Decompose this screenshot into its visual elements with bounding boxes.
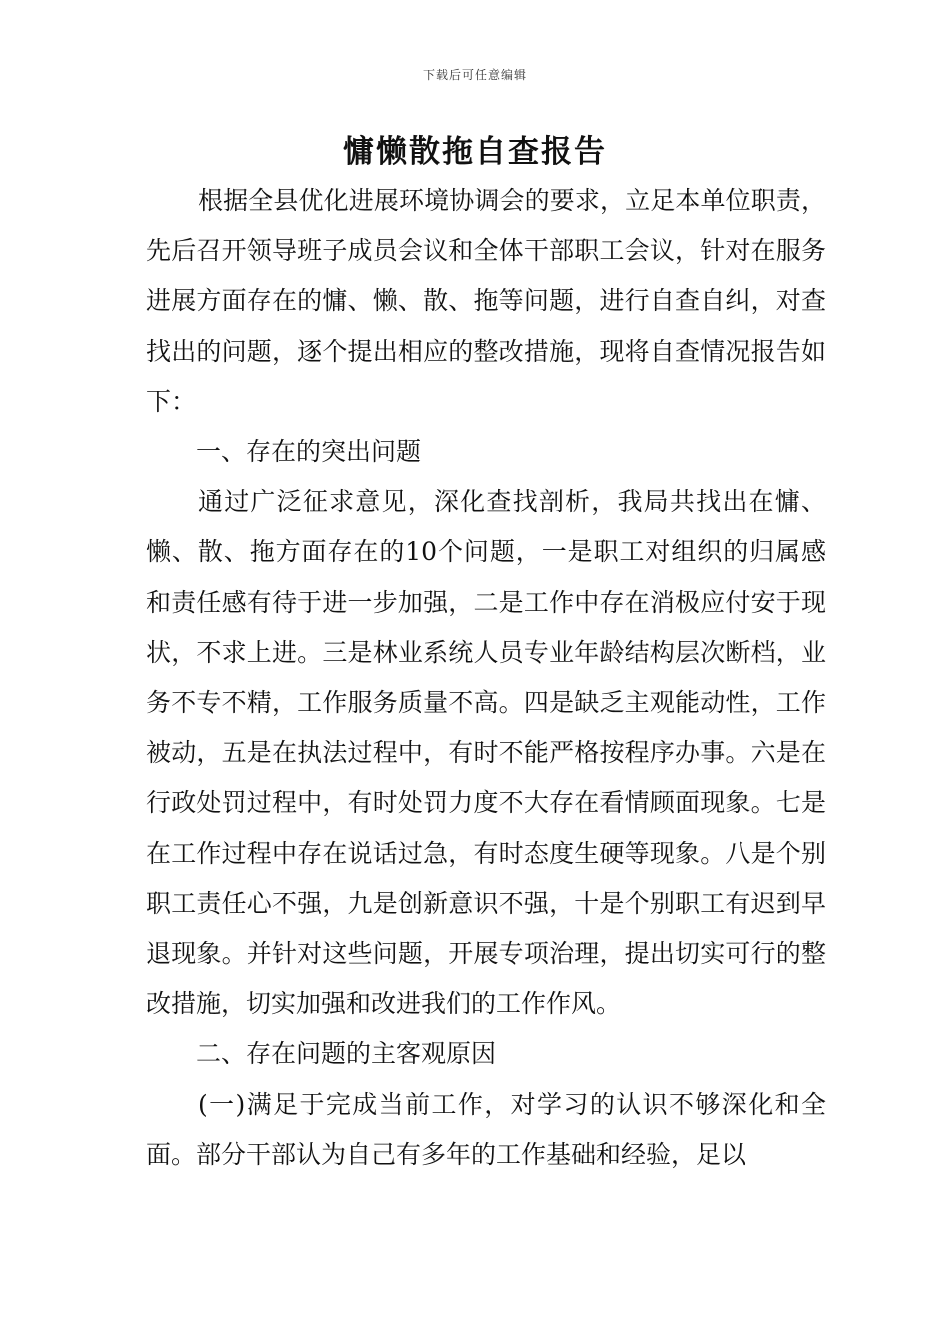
document-body xyxy=(146,176,826,1180)
problems-paragraph: 通过广泛征求意见，深化查找剖析，我局共找出在慵、懒、散、拖方面存在的10个问题，一是职工对组织的归属感和责任感有待于进一步加强，二是工作中存在消极应付安于现状，不求上进。三是林业系统人员专业年龄结构层次断档，业务不专不精，工作服务质量不高。四是缺乏主观能动性，工作被动，五是在执法过程中，有时不能严格按程序办事。六是在行政处罚过程中，有时处罚力度不大存在看情顾面现象。七是在工作过程中存在说话过急，有时态度生硬等现象。八是个别职工责任心不强，九是创新意识不强，十是个别职工有迟到早退现象。并针对这些问题，开展专项治理，提出切实可行的整改措施，切实加强和改进我们的工作作风。 xyxy=(146,487,826,1019)
section-heading-2: 二、存在问题的主客观原因 xyxy=(196,1039,497,1069)
section-heading-1: 一、存在的突出问题 xyxy=(196,437,422,467)
document-title: 慵懒散拖自查报告 xyxy=(343,134,607,170)
header-note: 下载后可任意编辑 xyxy=(422,68,527,82)
intro-paragraph: 根据全县优化进展环境协调会的要求，立足本单位职责，先后召开领导班子成员会议和全体干部职工会议，针对在服务进展方面存在的慵、懒、散、拖等问题，进行自查自纠，对查找出的问题，逐个提出相应的整改措施，现将自查情况报告如下： xyxy=(146,186,826,416)
cause-paragraph-1: (一)满足于完成当前工作，对学习的认识不够深化和全面。部分干部认为自己有多年的工作基础和经验，足以 xyxy=(146,1089,826,1169)
